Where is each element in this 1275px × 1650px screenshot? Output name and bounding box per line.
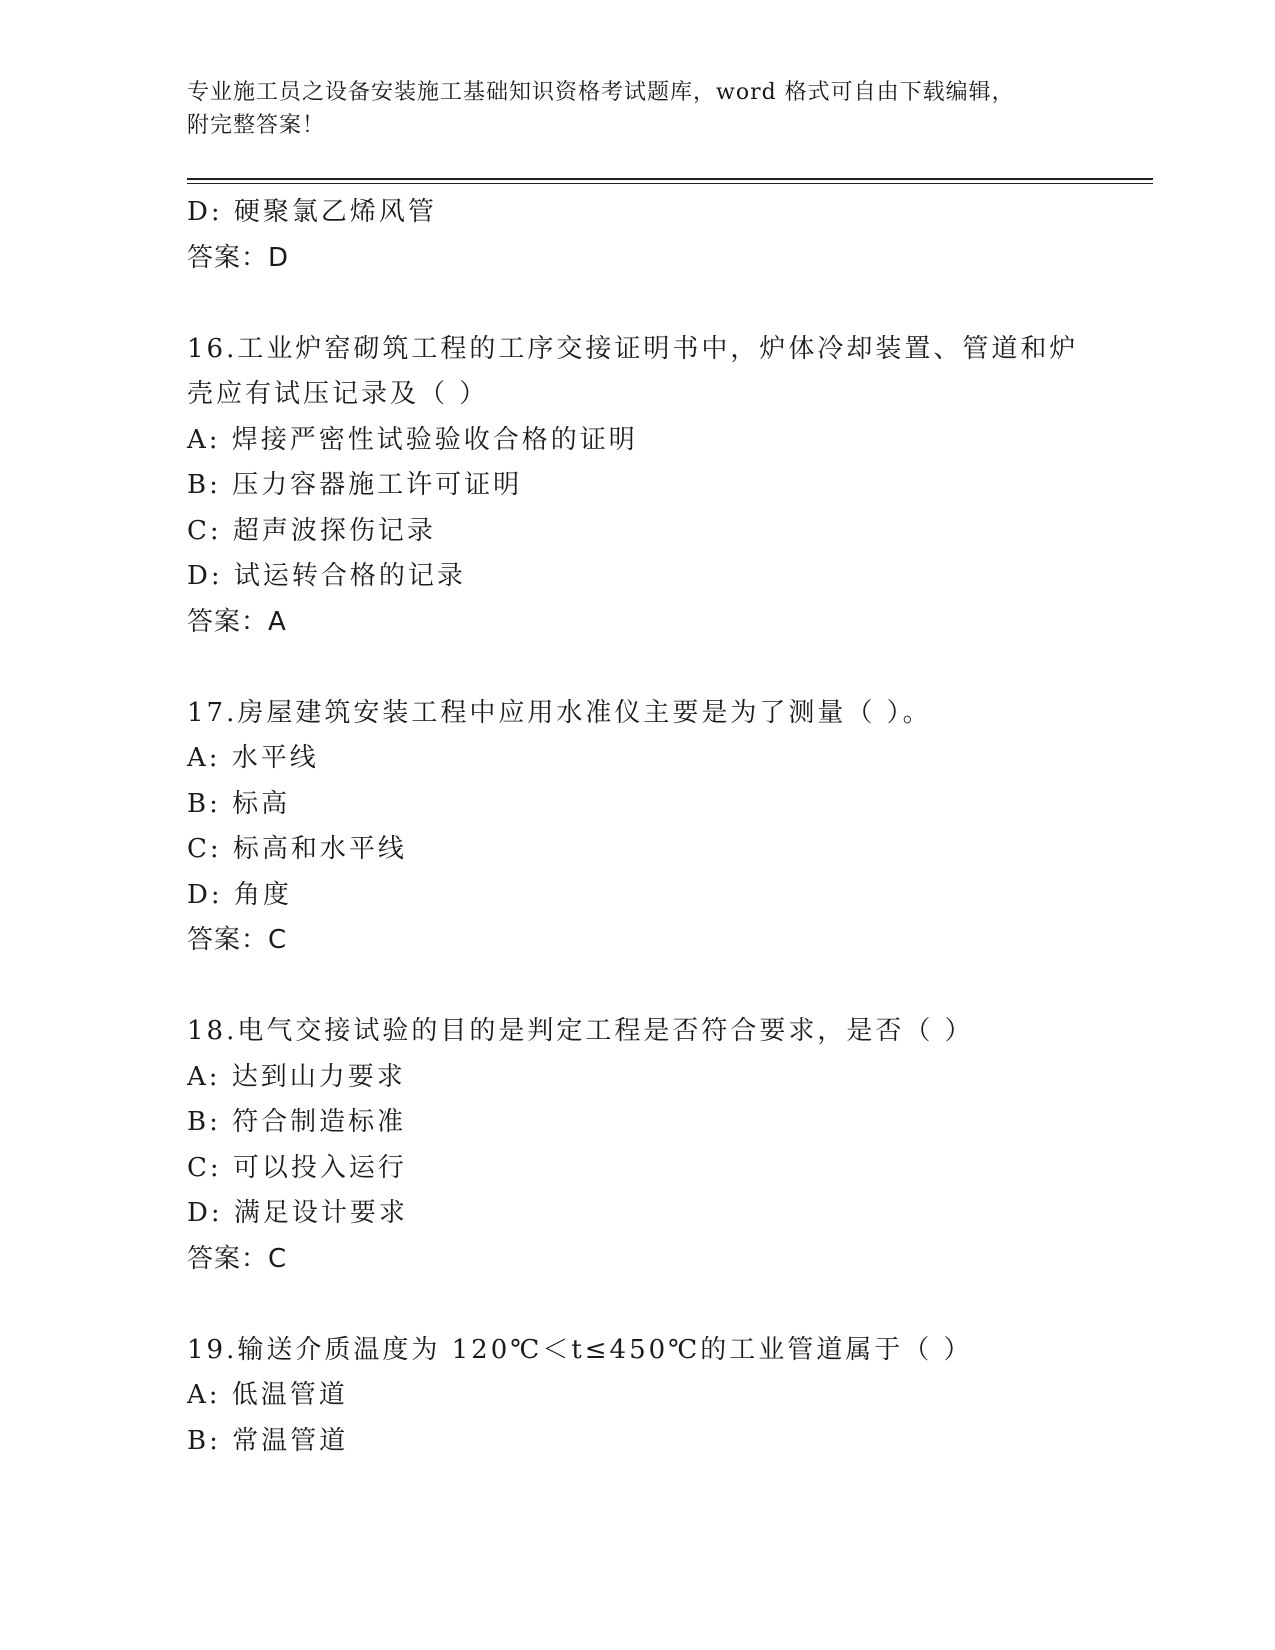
question-18-option-a: A: 达到山力要求: [187, 1061, 406, 1092]
spacer: [187, 281, 1087, 327]
question-19-option-a: A: 低温管道: [187, 1380, 348, 1410]
header-divider-thin: [187, 183, 1153, 184]
question-18-answer: 答案：C: [187, 1243, 288, 1274]
question-17-option-a: A: 水平线: [187, 743, 319, 773]
question-list: [187, 190, 1087, 1464]
spacer: [187, 645, 1087, 691]
question-15-option-d: D: 硬聚氯乙烯风管: [187, 197, 437, 227]
document-header: [187, 76, 1067, 142]
question-17-option-d: D: 角度: [187, 879, 292, 910]
header-line-2: 附完整答案！: [187, 113, 326, 138]
question-17-answer: 答案：C: [187, 925, 288, 955]
question-17-option-c: C: 标高和水平线: [187, 834, 407, 864]
question-15-answer: 答案：D: [187, 242, 290, 273]
question-16-stem-line-1: 16.工业炉窑砌筑工程的工序交接证明书中，炉体冷却装置、管道和炉: [187, 333, 1079, 364]
spacer: [187, 964, 1087, 1010]
question-18-option-c: C: 可以投入运行: [187, 1152, 407, 1183]
question-16-option-c: C: 超声波探伤记录: [187, 515, 436, 546]
header-line-1: 专业施工员之设备安装施工基础知识资格考试题库，word 格式可自由下载编辑，: [187, 80, 1015, 105]
question-19: [187, 1328, 1087, 1465]
question-16-answer: 答案：A: [187, 606, 287, 637]
spacer: [187, 1282, 1087, 1328]
question-18-stem: 18.电气交接试验的目的是判定工程是否符合要求，是否（ ）: [187, 1016, 974, 1046]
question-16-option-b: B: 压力容器施工许可证明: [187, 470, 523, 500]
question-16-option-a: A: 焊接严密性试验验收合格的证明: [187, 424, 638, 455]
question-18-option-b: B: 符合制造标准: [187, 1107, 407, 1137]
question-18: [187, 1009, 1087, 1282]
question-16: [187, 327, 1087, 646]
question-16-stem-line-2: 壳应有试压记录及（ ）: [187, 379, 489, 409]
question-17-option-b: B: 标高: [187, 788, 291, 819]
question-16-option-d: D: 试运转合格的记录: [187, 561, 466, 591]
question-19-stem: 19.输送介质温度为 120℃＜t≤450℃的工业管道属于（ ）: [187, 1334, 973, 1365]
question-18-option-d: D: 满足设计要求: [187, 1198, 408, 1228]
header-divider-thick: [187, 178, 1153, 180]
question-19-option-b: B: 常温管道: [187, 1425, 349, 1456]
question-17-stem: 17.房屋建筑安装工程中应用水准仪主要是为了测量（ ）。: [187, 697, 932, 728]
question-17: [187, 691, 1087, 964]
